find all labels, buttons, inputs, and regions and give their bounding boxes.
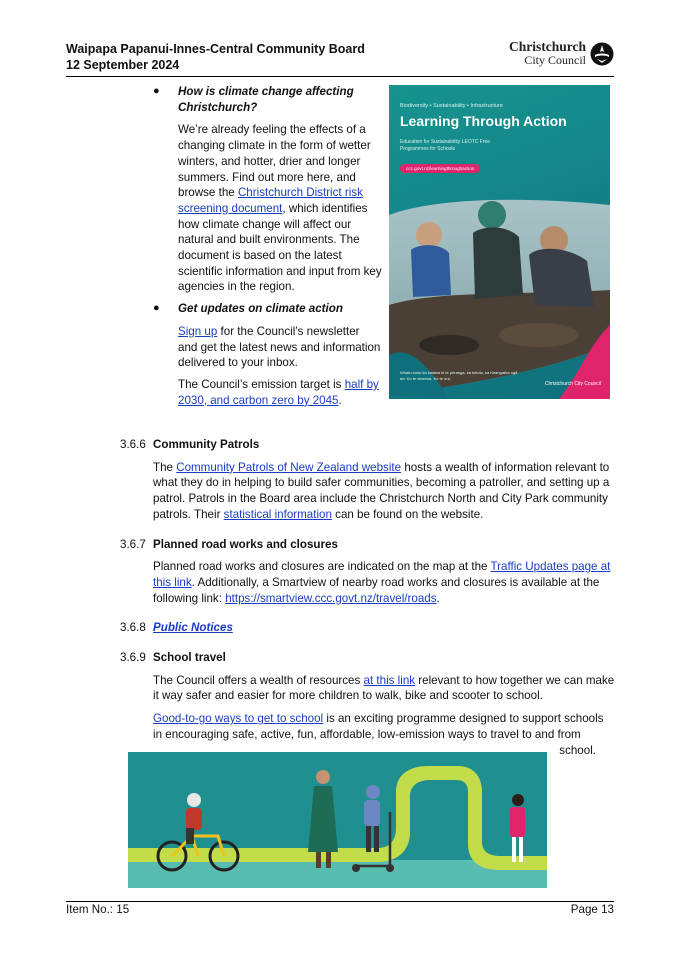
- section-title: School travel: [153, 651, 226, 665]
- section-paragraph: [153, 460, 615, 523]
- text-run: for the Council’s newsletter and get the latest news and information delivered to your inbox.: [178, 324, 381, 370]
- section-paragraph: [153, 559, 615, 606]
- section-community-patrols: [120, 437, 615, 523]
- section-paragraph: [153, 673, 615, 704]
- text-run: . Additionally, a Smartview of nearby road works and closures is available at the following link:: [153, 575, 600, 605]
- text-run: The Council’s emission target is: [178, 377, 345, 391]
- section-paragraph: [153, 711, 615, 742]
- text-run: .: [436, 591, 440, 605]
- good-to-go-link[interactable]: Good-to-go ways to get to school: [153, 712, 324, 726]
- poster-footer-text: Whatu nuku ka kaiawa ki te pōranga, ka tuituia, ka rūrangatira ngā iwi. Ko te whenua. Ko te ora.: [400, 370, 518, 381]
- risk-screening-link[interactable]: Christchurch District risk screening document: [178, 186, 363, 215]
- section-heading: [120, 650, 615, 666]
- numbered-sections: [120, 437, 615, 772]
- section-number: 3.6.6: [120, 438, 146, 451]
- bullet-paragraph: [178, 324, 382, 371]
- text-run: , which identifies how climate change will affect our natural and built environments. The document is based on the latest scientific information and input from key agencies in the region.: [178, 201, 382, 294]
- section-heading: [120, 537, 615, 553]
- climate-bullets: [150, 84, 382, 414]
- text-run: .: [338, 393, 342, 407]
- page-header: [66, 40, 614, 77]
- section-number: 3.6.8: [120, 621, 146, 635]
- text-run: Planned road works and closures are indicated on the map at the: [153, 560, 491, 574]
- text-run: can be found on the website.: [331, 507, 484, 521]
- text-run: The Council offers a wealth of resources: [153, 673, 364, 687]
- bullet-climate-change: [150, 84, 382, 295]
- poster-url-pill: ccc.govt.nz/learningthroughaction: [400, 164, 480, 173]
- text-run: hosts a wealth of information relevant to what they do in helping to build safer communities, becoming a patroller, and setting up a patrol. Patrols in the Board area include the Christchurch North and City Park community patrols. Their: [153, 460, 610, 521]
- section-road-works: [120, 537, 615, 607]
- statistical-information-link[interactable]: statistical information: [223, 507, 332, 521]
- poster-title: Learning Through Action: [400, 113, 567, 129]
- page-footer: [66, 901, 614, 916]
- section-title: Community Patrols: [153, 438, 260, 451]
- bullet-heading: Get updates on climate action: [178, 302, 343, 316]
- poster-subtitle: Education for Sustainability LEOTC Free Programmes for Schools: [400, 139, 491, 152]
- emission-target-link[interactable]: half by 2030, and carbon zero by 2045: [178, 377, 379, 407]
- trailing-word: school.: [559, 743, 596, 757]
- section-number: 3.6.7: [120, 537, 146, 551]
- poster-logo: Christchurch City Council: [544, 381, 601, 387]
- text-run: The: [153, 460, 177, 474]
- poster-tagline: Biodiversity • Sustainability • Infrastructure: [400, 103, 503, 109]
- bullet-dot: ●: [153, 302, 160, 315]
- logo-line2: City Council: [524, 53, 586, 67]
- council-logo: [509, 40, 614, 67]
- traffic-updates-link[interactable]: Traffic Updates page at this link: [153, 560, 611, 589]
- section-public-notices: [120, 620, 615, 636]
- meeting-date: 12 September 2024: [66, 58, 180, 72]
- section-number: 3.6.9: [120, 651, 146, 665]
- bullet-paragraph: [178, 377, 382, 408]
- children-rockpool-photo: [389, 195, 610, 399]
- board-title: Waipapa Papanui-Innes-Central Community Board: [66, 42, 365, 56]
- item-number: Item No.: 15: [66, 903, 130, 916]
- text-run: is an exciting programme designed to support schools in encouraging safe, active, fun, affordable, low-emission ways to travel to and from: [153, 712, 604, 741]
- smartview-link[interactable]: https://smartview.ccc.govt.nz/travel/roads: [225, 591, 437, 605]
- school-travel-banner: [128, 752, 547, 888]
- page-number: Page 13: [570, 903, 614, 916]
- text-run: relevant to how together we can make it way safer and easier for more children to walk, bike and scooter to school.: [153, 673, 615, 703]
- community-patrols-link[interactable]: Community Patrols of New Zealand website: [176, 460, 402, 474]
- cathedral-icon: [590, 42, 614, 66]
- section-heading: [120, 620, 615, 636]
- section-heading: [120, 437, 615, 453]
- bullet-heading: How is climate change affecting Christchurch?: [178, 85, 354, 114]
- sign-up-link[interactable]: Sign up: [178, 324, 218, 338]
- learning-through-action-poster: [389, 85, 610, 399]
- bullet-paragraph: [178, 122, 382, 295]
- text-run: We’re already feeling the effects of a changing climate in the form of wetter winters, and hotter, drier and longer summers. Find out more here, and browse the: [178, 123, 371, 200]
- school-resources-link[interactable]: at this link: [363, 673, 416, 687]
- public-notices-link[interactable]: Public Notices: [153, 621, 233, 635]
- section-title: Planned road works and closures: [153, 537, 338, 551]
- bullet-get-updates: [150, 301, 382, 408]
- section-school-travel: [120, 650, 615, 758]
- bullet-dot: ●: [153, 85, 160, 97]
- logo-line1: Christchurch: [508, 39, 586, 54]
